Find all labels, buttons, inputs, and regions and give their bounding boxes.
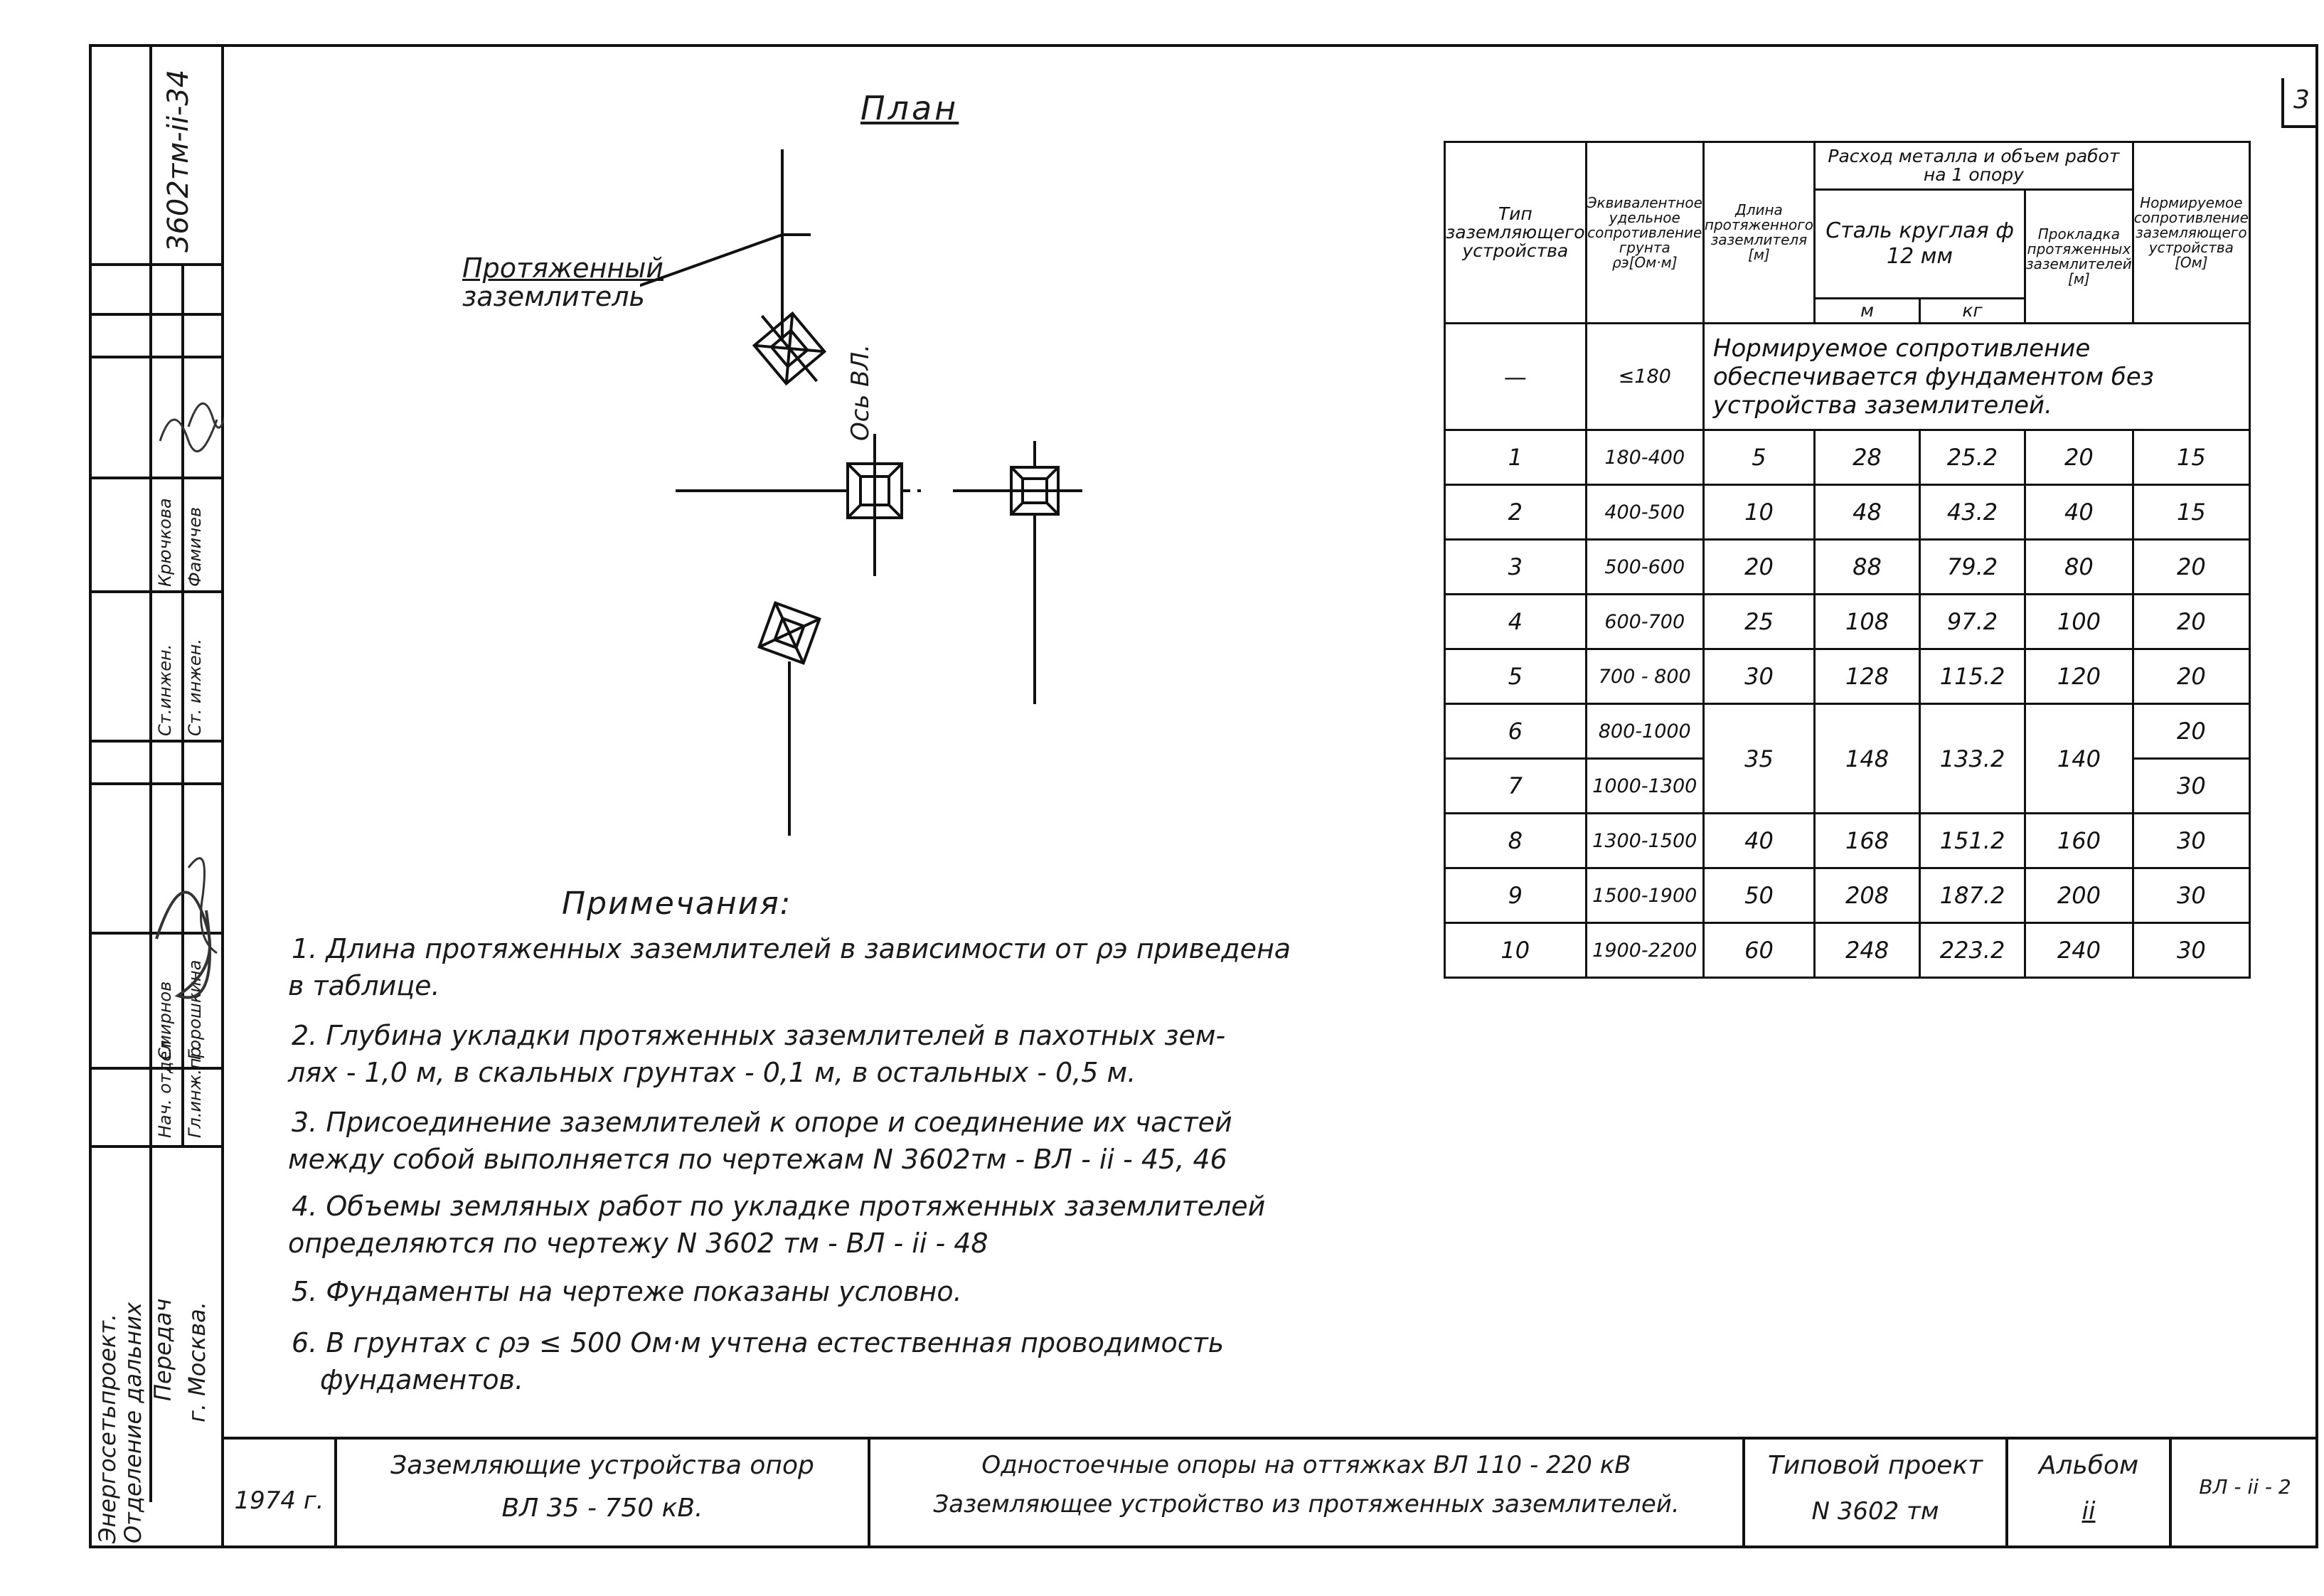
row-0-type: — bbox=[1445, 324, 1587, 430]
row-0-resistivity: ≤180 bbox=[1586, 324, 1703, 430]
project-code: 3602тм-ii-34 bbox=[162, 69, 195, 252]
table-row: 2 400-500 10 48 43.2 40 15 bbox=[1445, 485, 2250, 540]
header-trench: Прокладка протяженных заземлителей [м] bbox=[2025, 190, 2133, 324]
table-row: 3 500-600 20 88 79.2 80 20 bbox=[1445, 540, 2250, 595]
header-unit-m: м bbox=[1815, 299, 1920, 324]
table-row: 5 700 - 800 30 128 115.2 120 20 bbox=[1445, 649, 2250, 704]
header-steel: Сталь круглая ф 12 мм bbox=[1815, 190, 2025, 299]
org-line-3: Передач bbox=[149, 1298, 176, 1401]
title-sheet-code: ВЛ - ii - 2 bbox=[2199, 1474, 2291, 1499]
table-row: 6 800-1000 35 148 133.2 140 20 bbox=[1445, 704, 2250, 759]
stamp-position-3: Нач. отдел bbox=[155, 1040, 175, 1138]
title-year: 1974 г. bbox=[234, 1486, 324, 1515]
note-6b: фундаментов. bbox=[320, 1364, 524, 1395]
title-desc-2: Заземляющее устройство из протяженных заземлителей. bbox=[933, 1490, 1680, 1518]
stamp-name-2: Фамичев bbox=[185, 506, 205, 587]
title-project-2: N 3602 тм bbox=[1811, 1497, 1939, 1526]
stamp-name-4: Горошкина bbox=[185, 959, 205, 1060]
note-3b: между собой выполняется по чертежам N 3602тм - ВЛ - ii - 45, 46 bbox=[288, 1144, 1227, 1175]
row-0-note: Нормируемое сопротивление обеспечивается фундаментом без устройства заземлителей. bbox=[1703, 324, 2249, 430]
electrode-label-2: заземлитель bbox=[462, 281, 645, 312]
electrode-label-1: Протяженный bbox=[462, 252, 663, 284]
stamp-position-4: Гл.инж.пр. bbox=[185, 1041, 205, 1138]
table-row: 1 180-400 5 28 25.2 20 15 bbox=[1445, 430, 2250, 485]
grounding-table bbox=[1444, 141, 2251, 979]
table-row: 7 1000-1300 30 bbox=[1445, 759, 2250, 814]
header-norm-resistance: Нормируемое сопротивление заземляющего устройства [Ом] bbox=[2133, 142, 2249, 324]
org-line-4: г. Москва. bbox=[183, 1302, 210, 1422]
header-type: Тип заземляющего устройства bbox=[1445, 142, 1587, 324]
stamp-position-2: Ст. инжен. bbox=[185, 639, 205, 736]
title-album-2: ii bbox=[2082, 1497, 2096, 1526]
stamp-name-3: Смирнов bbox=[155, 981, 175, 1060]
org-line-2: Отделение дальних bbox=[119, 1302, 146, 1543]
note-4a: 4. Объемы земляных работ по укладке протяженных заземлителей bbox=[292, 1191, 1266, 1222]
note-1a: 1. Длина протяженных заземлителей в зависимости от ρэ приведена bbox=[292, 933, 1291, 964]
sheet-number-mark bbox=[2281, 78, 2284, 128]
note-5: 5. Фундаменты на чертеже показаны условно. bbox=[292, 1276, 962, 1307]
table-row: 8 1300-1500 40 168 151.2 160 30 bbox=[1445, 814, 2250, 868]
title-project-1: Типовой проект bbox=[1767, 1450, 1983, 1480]
note-2b: лях - 1,0 м, в скальных грунтах - 0,1 м, в остальных - 0,5 м. bbox=[288, 1057, 1136, 1088]
title-subject-2: ВЛ 35 - 750 кВ. bbox=[501, 1493, 703, 1523]
leader-line bbox=[640, 235, 782, 288]
stamp-name-1: Крючкова bbox=[155, 498, 175, 587]
sheet-number: 3 bbox=[2293, 85, 2310, 115]
table-row: 9 1500-1900 50 208 187.2 200 30 bbox=[1445, 868, 2250, 923]
axis-label: Ось ВЛ. bbox=[846, 344, 875, 441]
title-block-top bbox=[224, 1437, 2318, 1440]
plan-drawing bbox=[640, 135, 1280, 846]
header-metal-group: Расход металла и объем работ на 1 опору bbox=[1815, 142, 2133, 190]
note-1b: в таблице. bbox=[288, 970, 440, 1001]
org-line-1: Энергосетьпроект. bbox=[94, 1313, 121, 1543]
title-subject-1: Заземляющие устройства опор bbox=[390, 1450, 814, 1480]
sheet-number-mark-2 bbox=[2281, 125, 2318, 128]
table-row: 10 1900-2200 60 248 223.2 240 30 bbox=[1445, 923, 2250, 978]
foundation-ul bbox=[743, 300, 836, 398]
header-length: Длина протяженного заземлителя [м] bbox=[1703, 142, 1814, 324]
plan-title: План bbox=[860, 89, 959, 127]
notes-title: Примечания: bbox=[562, 885, 792, 922]
stamp-position-1: Ст.инжен. bbox=[155, 644, 175, 736]
note-3a: 3. Присоединение заземлителей к опоре и соединение их частей bbox=[292, 1107, 1232, 1138]
note-6a: 6. В грунтах с ρэ ≤ 500 Ом·м учтена естественная проводимость bbox=[292, 1327, 1225, 1358]
note-2a: 2. Глубина укладки протяженных заземлителей в пахотных зем- bbox=[292, 1020, 1226, 1051]
signature-marks bbox=[89, 356, 224, 1245]
foundation-ll bbox=[759, 603, 820, 664]
note-4b: определяются по чертежу N 3602 тм - ВЛ - ii - 48 bbox=[288, 1228, 988, 1259]
title-desc-1: Одностоечные опоры на оттяжках ВЛ 110 - 220 кВ bbox=[981, 1451, 1631, 1479]
header-unit-kg: кг bbox=[1920, 299, 2025, 324]
title-album-1: Альбом bbox=[2038, 1450, 2139, 1480]
header-resistivity: Эквивалентное удельное сопротивление грунта ρэ[Ом·м] bbox=[1586, 142, 1703, 324]
table-row: 4 600-700 25 108 97.2 100 20 bbox=[1445, 595, 2250, 649]
